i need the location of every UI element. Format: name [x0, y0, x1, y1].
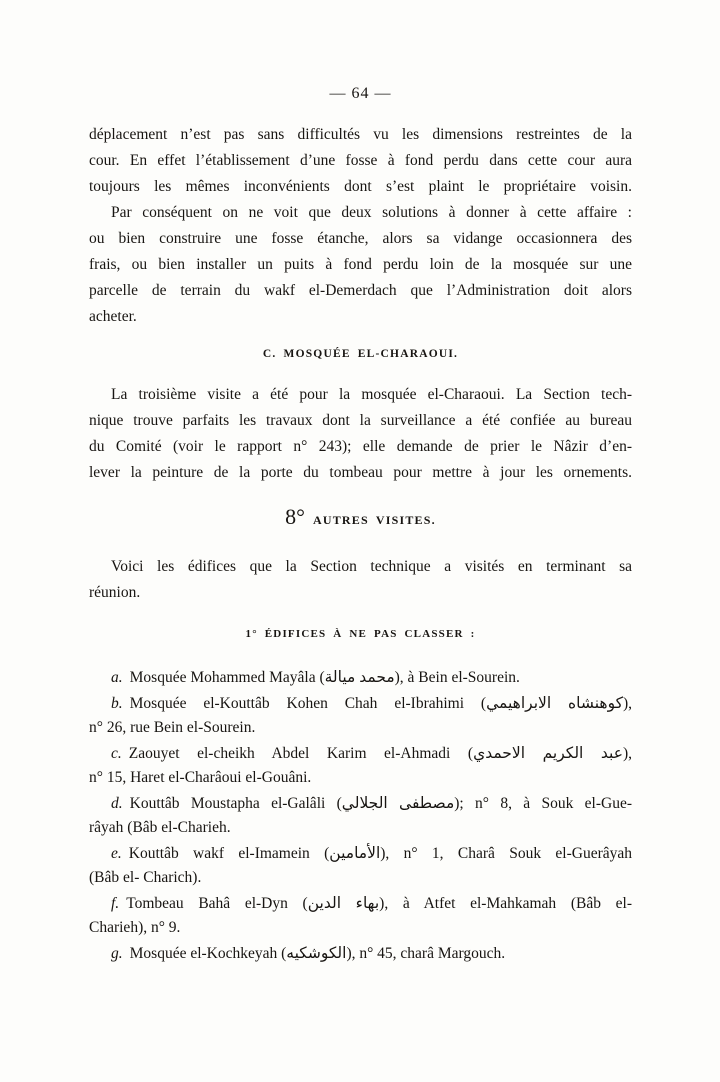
- item-text: Kouttâb Moustapha el-Galâli (مصطفى الجلالي); n° 8, à Souk el-Gue-: [129, 795, 632, 812]
- text-line: Par conséquent on ne voit que deux solutions à donner à cette affaire :: [111, 204, 632, 221]
- item-letter: e.: [111, 845, 122, 862]
- text-line: cour. En effet l’établissement d’une fosse à fond perdu dans cette cour aura: [89, 152, 632, 169]
- text-line: Charieh), n° 9.: [89, 919, 181, 936]
- list-item-e: [89, 842, 632, 890]
- text-line: déplacement n’est pas sans difficultés vu les dimensions restreintes de la: [89, 126, 632, 143]
- text-line: [89, 742, 632, 766]
- item-text: Mosquée el-Kochkeyah (الكوشكيه), n° 45, charâ Margouch.: [129, 945, 506, 962]
- document-page: [89, 0, 632, 966]
- text-line: [89, 666, 632, 690]
- paragraph-voici: [89, 554, 632, 606]
- item-letter: g.: [111, 945, 123, 962]
- heading-text: AUTRES VISITES.: [312, 513, 436, 527]
- list-item-d: [89, 792, 632, 840]
- text-line: [89, 942, 632, 966]
- list-item-g: [89, 942, 632, 966]
- paragraph-troisieme-visite: [89, 382, 632, 486]
- edifices-list: [89, 666, 632, 966]
- item-letter: c.: [111, 745, 122, 762]
- item-text: Kouttâb wakf el-Imamein (الأمامين), n° 1, Charâ Souk el-Guerâyah: [128, 845, 632, 862]
- list-item-b: [89, 692, 632, 740]
- text-line: n° 26, rue Bein el-Sourein.: [89, 719, 256, 736]
- page-number: — 64 —: [329, 85, 392, 102]
- text-line: n° 15, Haret el-Charâoui el-Gouâni.: [89, 769, 312, 786]
- text-line: (Bâb el- Charich).: [89, 869, 202, 886]
- item-letter: b.: [111, 695, 123, 712]
- paragraph-deplacement: [89, 122, 632, 200]
- text-line: du Comité (voir le rapport n° 243); elle demande de prier le Nâzir d’en-: [89, 438, 632, 455]
- item-text: Zaouyet el-cheikh Abdel Karim el-Ahmadi (عبد الكريم الاحمدي),: [128, 745, 633, 762]
- section-heading-mosquee-el-charaoui: C. MOSQUÉE EL-CHARAOUI.: [262, 348, 459, 360]
- text-line: [89, 842, 632, 866]
- text-line: [89, 892, 632, 916]
- item-text: Tombeau Bahâ el-Dyn (بهاء الدين), à Atfet el-Mahkamah (Bâb el-: [126, 895, 632, 912]
- text-line: lever la peinture de la porte du tombeau pour mettre à jour les ornements.: [89, 464, 632, 481]
- text-line: La troisième visite a été pour la mosquée el-Charaoui. La Section tech-: [111, 386, 632, 403]
- section-heading-autres-visites: [89, 504, 632, 532]
- list-item-c: [89, 742, 632, 790]
- item-letter: a.: [111, 669, 123, 686]
- item-text: Mosquée Mohammed Mayâla (محمد ميالة), à Bein el-Sourein.: [129, 669, 520, 686]
- heading-number: 8°: [285, 504, 305, 529]
- text-line: ou bien construire une fosse étanche, alors sa vidange occasionnera des: [89, 230, 632, 247]
- text-line: râyah (Bâb el-Charieh.: [89, 819, 231, 836]
- text-line: frais, ou bien installer un puits à fond perdu loin de la mosquée sur une: [89, 256, 632, 273]
- list-item-a: [89, 666, 632, 690]
- subsection-heading-edifices: 1° ÉDIFICES À NE PAS CLASSER :: [245, 628, 476, 640]
- item-text: Mosquée el-Kouttâb Kohen Chah el-Ibrahimi (كوهنشاه الابراهيمي),: [129, 695, 633, 712]
- item-letter: f.: [111, 895, 120, 912]
- text-line: réunion.: [89, 584, 141, 601]
- text-line: [89, 692, 632, 716]
- paragraph-consequent: [89, 200, 632, 330]
- list-item-f: [89, 892, 632, 940]
- text-line: Voici les édifices que la Section technique a visités en terminant sa: [111, 558, 632, 575]
- item-letter: d.: [111, 795, 123, 812]
- text-line: parcelle de terrain du wakf el-Demerdach que l’Administration doit alors: [89, 282, 632, 299]
- text-line: [89, 792, 632, 816]
- text-line: acheter.: [89, 308, 137, 325]
- text-line: nique trouve parfaits les travaux dont la surveillance a été confiée au bureau: [89, 412, 632, 429]
- text-line: toujours les mêmes inconvénients dont s’est plaint le propriétaire voisin.: [89, 178, 632, 195]
